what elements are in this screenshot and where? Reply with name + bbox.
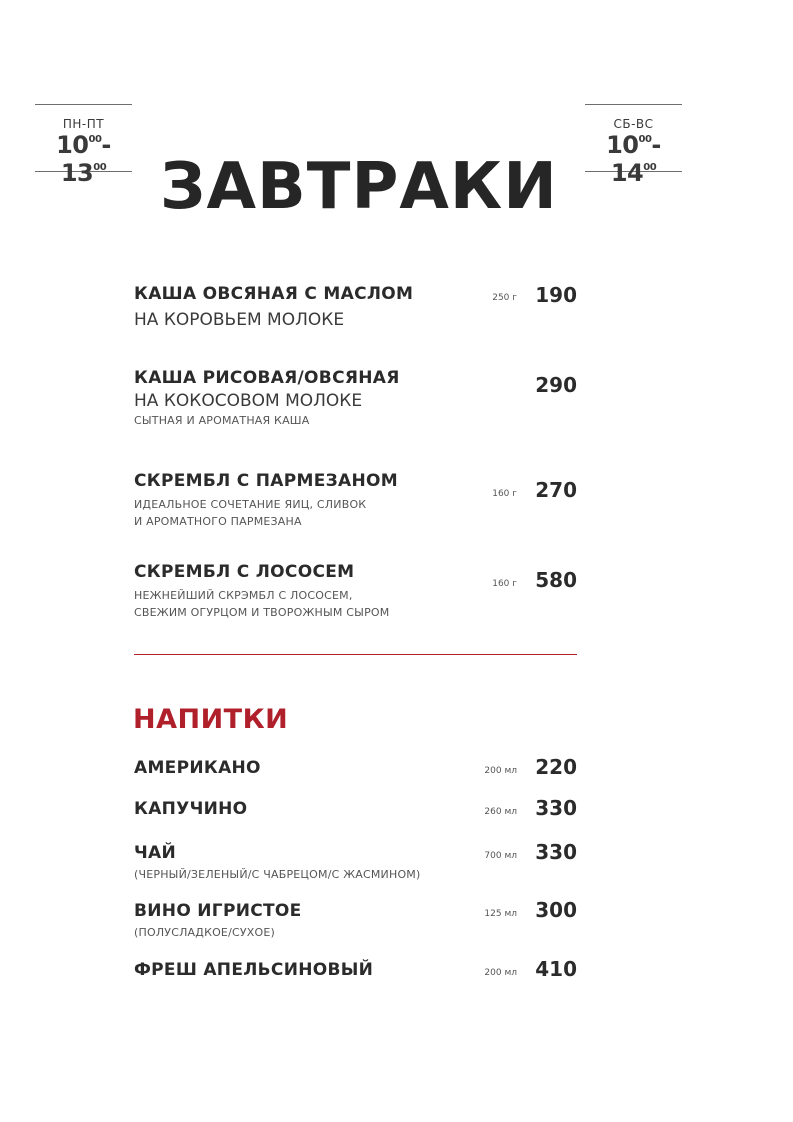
item-quantity: 200 мл — [484, 766, 517, 776]
item-name: СКРЕМБЛ С ЛОСОСЕМ — [134, 562, 355, 582]
item-description: И АРОМАТНОГО ПАРМЕЗАНА — [134, 515, 302, 528]
item-name: ВИНО ИГРИСТОЕ — [134, 901, 302, 921]
weekend-hours — [585, 104, 682, 187]
section-divider — [134, 654, 577, 655]
item-name: ФРЕШ АПЕЛЬСИНОВЫЙ — [134, 960, 374, 980]
item-description: СВЕЖИМ ОГУРЦОМ И ТВОРОЖНЫМ СЫРОМ — [134, 606, 390, 619]
item-name: КАША РИСОВАЯ/ОВСЯНАЯ — [134, 368, 400, 388]
item-name: КАПУЧИНО — [134, 799, 248, 819]
drinks-title: НАПИТКИ — [133, 704, 289, 735]
item-name: КАША ОВСЯНАЯ С МАСЛОМ — [134, 284, 414, 304]
menu-item — [134, 562, 579, 621]
item-quantity: 250 г — [492, 293, 517, 303]
menu-item — [134, 840, 579, 883]
item-price: 300 — [535, 898, 577, 922]
item-quantity: 160 г — [492, 579, 517, 589]
item-quantity: 700 мл — [484, 851, 517, 861]
menu-item — [134, 368, 579, 429]
item-price: 190 — [535, 283, 577, 307]
item-name: ЧАЙ — [134, 843, 177, 863]
item-quantity: 200 мл — [484, 968, 517, 978]
item-name: АМЕРИКАНО — [134, 758, 261, 778]
weekday-hours — [35, 104, 132, 187]
item-price: 220 — [535, 755, 577, 779]
weekday-time: $10^{00}-13^{00}$ — [56, 131, 111, 187]
item-price: 270 — [535, 478, 577, 502]
weekday-days: ПН-ПТ — [62, 117, 105, 131]
menu-item — [134, 755, 579, 779]
item-description: (ПОЛУСЛАДКОЕ/СУХОЕ) — [134, 926, 276, 939]
menu-item — [134, 898, 579, 941]
item-quantity: 160 г — [492, 489, 517, 499]
item-subtitle: НА КОКОСОВОМ МОЛОКЕ — [134, 391, 363, 411]
menu-item — [134, 284, 579, 330]
item-price: 330 — [535, 840, 577, 864]
item-subtitle: НА КОРОВЬЕМ МОЛОКЕ — [134, 310, 345, 330]
item-description: (ЧЕРНЫЙ/ЗЕЛЕНЫЙ/С ЧАБРЕЦОМ/С ЖАСМИНОМ) — [134, 868, 421, 881]
item-description: НЕЖНЕЙШИЙ СКРЭМБЛ С ЛОСОСЕМ, — [134, 589, 353, 602]
item-description: СЫТНАЯ И АРОМАТНАЯ КАША — [134, 414, 310, 427]
item-price: 580 — [535, 568, 577, 592]
breakfast-title: ЗАВТРАКИ — [160, 150, 558, 224]
item-quantity: 125 мл — [484, 909, 517, 919]
item-price: 290 — [535, 373, 577, 397]
item-description: ИДЕАЛЬНОЕ СОЧЕТАНИЕ ЯИЦ, СЛИВОК — [134, 498, 367, 511]
item-name: СКРЕМБЛ С ПАРМЕЗАНОМ — [134, 471, 398, 491]
item-quantity: 260 мл — [484, 807, 517, 817]
menu-item — [134, 471, 579, 530]
menu-item — [134, 957, 579, 981]
menu-item — [134, 796, 579, 820]
item-price: 410 — [535, 957, 577, 981]
item-price: 330 — [535, 796, 577, 820]
weekend-days: СБ-ВС — [613, 117, 654, 131]
weekend-time: $10^{00}-14^{00}$ — [606, 131, 661, 187]
